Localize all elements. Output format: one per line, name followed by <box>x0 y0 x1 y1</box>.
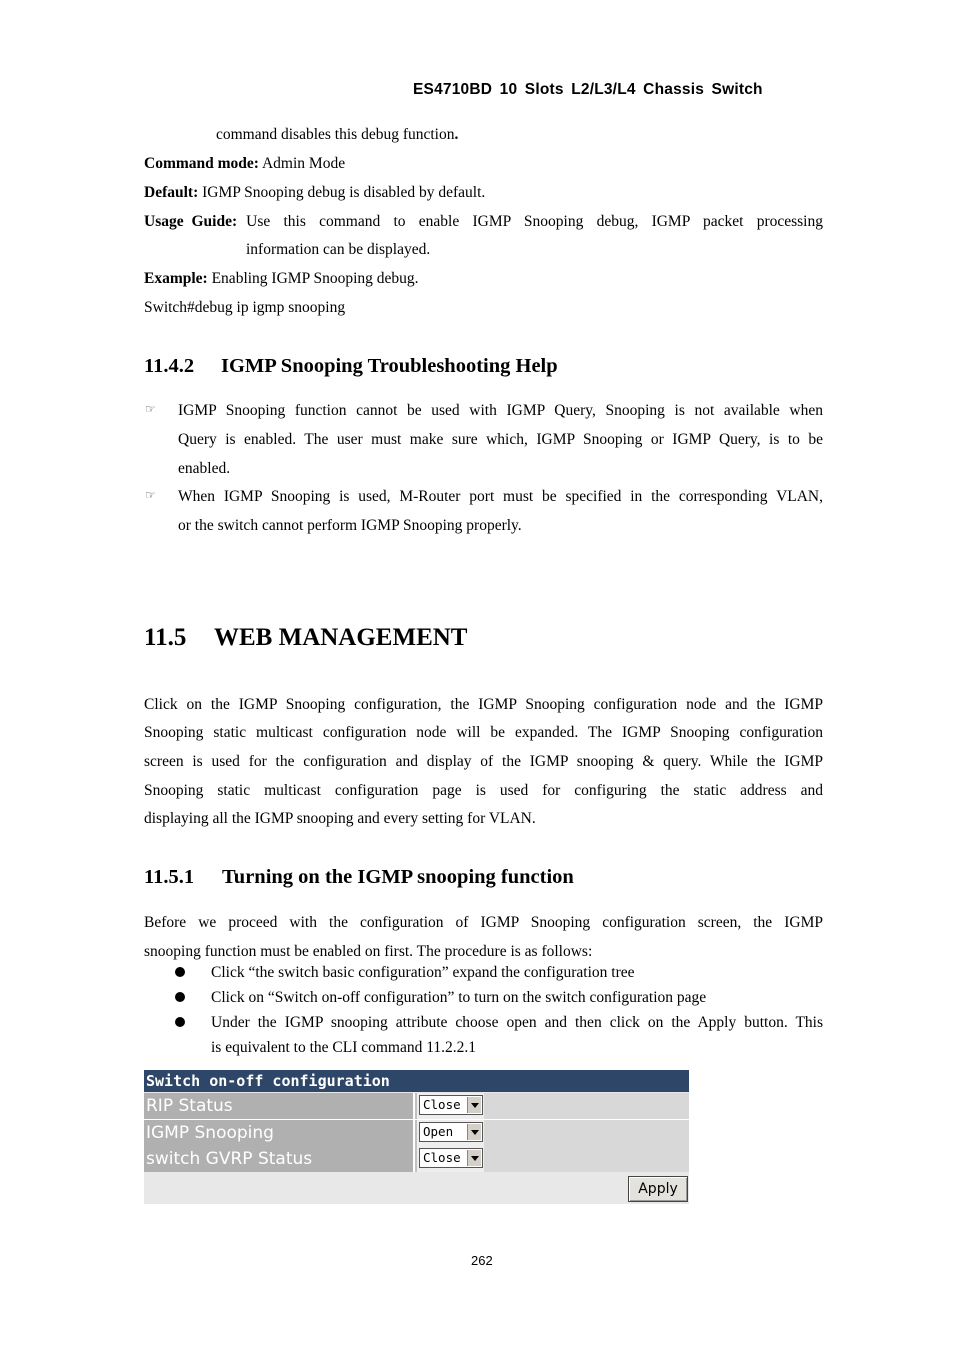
web-mgmt-para-line-5: displaying all the IGMP snooping and every setting for VLAN. <box>144 810 536 827</box>
usage-guide-row <box>144 207 823 236</box>
usage-guide-line <box>144 207 823 236</box>
section-title: Turning on the IGMP snooping function <box>222 866 574 888</box>
intro-period: . <box>454 126 459 143</box>
section-heading-11-5 <box>144 624 467 652</box>
page-number: 262 <box>471 1253 493 1268</box>
command-mode-line <box>144 149 345 178</box>
default-value: IGMP Snooping debug is disabled by default. <box>198 184 486 201</box>
section-number: 11.5.1 <box>144 866 195 888</box>
troubleshoot-bullet-1-line-3: enabled. <box>178 460 231 477</box>
running-header: ES4710BD 10 Slots L2/L3/L4 Chassis Switch <box>413 81 763 98</box>
row-label: IGMP Snooping <box>144 1120 415 1146</box>
example-value: Enabling IGMP Snooping debug. <box>207 270 419 287</box>
command-mode-value: Admin Mode <box>258 155 346 172</box>
chevron-down-icon[interactable] <box>467 1097 481 1113</box>
section-title: IGMP Snooping Troubleshooting Help <box>221 355 558 377</box>
cli-example: Switch#debug ip igmp snooping <box>144 299 346 316</box>
troubleshoot-bullet-2-line-2: or the switch cannot perform IGMP Snooping properly. <box>178 517 522 534</box>
panel-title: Switch on-off configuration <box>144 1070 689 1092</box>
chevron-down-icon[interactable] <box>467 1150 481 1166</box>
gvrp-status-select[interactable] <box>419 1148 483 1168</box>
select-value: Close <box>423 1150 461 1165</box>
row-value-cell <box>417 1093 689 1119</box>
select-wrapper <box>417 1146 484 1172</box>
section-heading-11-5-1 <box>144 866 574 889</box>
usage-guide-label: Usage Guide: <box>144 213 238 230</box>
command-mode-label: Command mode: <box>144 155 259 172</box>
web-mgmt-para-line-2: Snooping static multicast configuration node will be expanded. The IGMP Snooping configuration <box>144 724 823 741</box>
bullet-dot <box>175 992 185 1002</box>
web-mgmt-para-line-1: Click on the IGMP Snooping configuration, the IGMP Snooping configuration node and the IGMP <box>144 696 823 713</box>
config-row-igmp-snooping <box>144 1120 689 1146</box>
section-number: 11.5 <box>144 624 187 651</box>
default-line <box>144 178 485 207</box>
example-line <box>144 264 419 293</box>
example-label: Example: <box>144 270 208 287</box>
procedure-bullet-1: Click “the switch basic configuration” expand the configuration tree <box>211 964 635 981</box>
select-value: Close <box>423 1097 461 1112</box>
row-value-cell <box>417 1120 689 1146</box>
bullet-dot <box>175 967 185 977</box>
switch-config-screenshot <box>144 1070 689 1204</box>
chevron-down-icon[interactable] <box>467 1124 481 1140</box>
section-number: 11.4.2 <box>144 355 195 377</box>
troubleshoot-bullet-2-line-1: When IGMP Snooping is used, M-Router port must be specified in the corresponding VLAN, <box>178 488 823 505</box>
igmp-snooping-select[interactable] <box>419 1122 483 1142</box>
web-mgmt-para-line-3: screen is used for the configuration and display of the IGMP snooping & query. While the IGMP <box>144 753 823 770</box>
default-label: Default: <box>144 184 199 201</box>
row-value-cell <box>417 1146 689 1172</box>
config-row-gvrp-status <box>144 1146 689 1172</box>
procedure-para-line-2: snooping function must be enabled on first. The procedure is as follows: <box>144 943 593 960</box>
web-mgmt-para-line-4: Snooping static multicast configuration page is used for configuring the static address and <box>144 782 823 799</box>
select-wrapper <box>417 1093 484 1119</box>
config-row-rip-status <box>144 1093 689 1119</box>
rip-status-select[interactable] <box>419 1095 483 1115</box>
pointing-finger-icon: ☞ <box>145 402 156 416</box>
select-value: Open <box>423 1124 454 1139</box>
procedure-para-line-1: Before we proceed with the configuration of IGMP Snooping configuration screen, the IGMP <box>144 914 823 931</box>
troubleshoot-bullet-1-line-1: IGMP Snooping function cannot be used with IGMP Query, Snooping is not available when <box>178 402 823 419</box>
intro-line-1 <box>216 120 458 149</box>
section-title: WEB MANAGEMENT <box>214 624 468 651</box>
usage-guide-cont: information can be displayed. <box>246 241 431 258</box>
section-heading-11-4-2 <box>144 355 558 378</box>
procedure-bullet-3: Under the IGMP snooping attribute choose open and then click on the Apply button. This <box>211 1014 823 1031</box>
apply-button[interactable]: Apply <box>628 1176 688 1202</box>
procedure-bullet-2: Click on “Switch on-off configuration” to turn on the switch configuration page <box>211 989 707 1006</box>
bullet-dot <box>175 1017 185 1027</box>
usage-guide-text: Use this command to enable IGMP Snooping debug, IGMP packet processing <box>246 213 823 230</box>
row-label: switch GVRP Status <box>144 1146 415 1172</box>
pointing-finger-icon: ☞ <box>145 488 156 502</box>
intro-text: command disables this debug function <box>216 126 455 143</box>
troubleshoot-bullet-1-line-2: Query is enabled. The user must make sure which, IGMP Snooping or IGMP Query, is to be <box>178 431 823 448</box>
row-label: RIP Status <box>144 1093 415 1119</box>
select-wrapper <box>417 1120 484 1146</box>
procedure-bullet-3-cont: is equivalent to the CLI command 11.2.2.1 <box>211 1039 477 1056</box>
